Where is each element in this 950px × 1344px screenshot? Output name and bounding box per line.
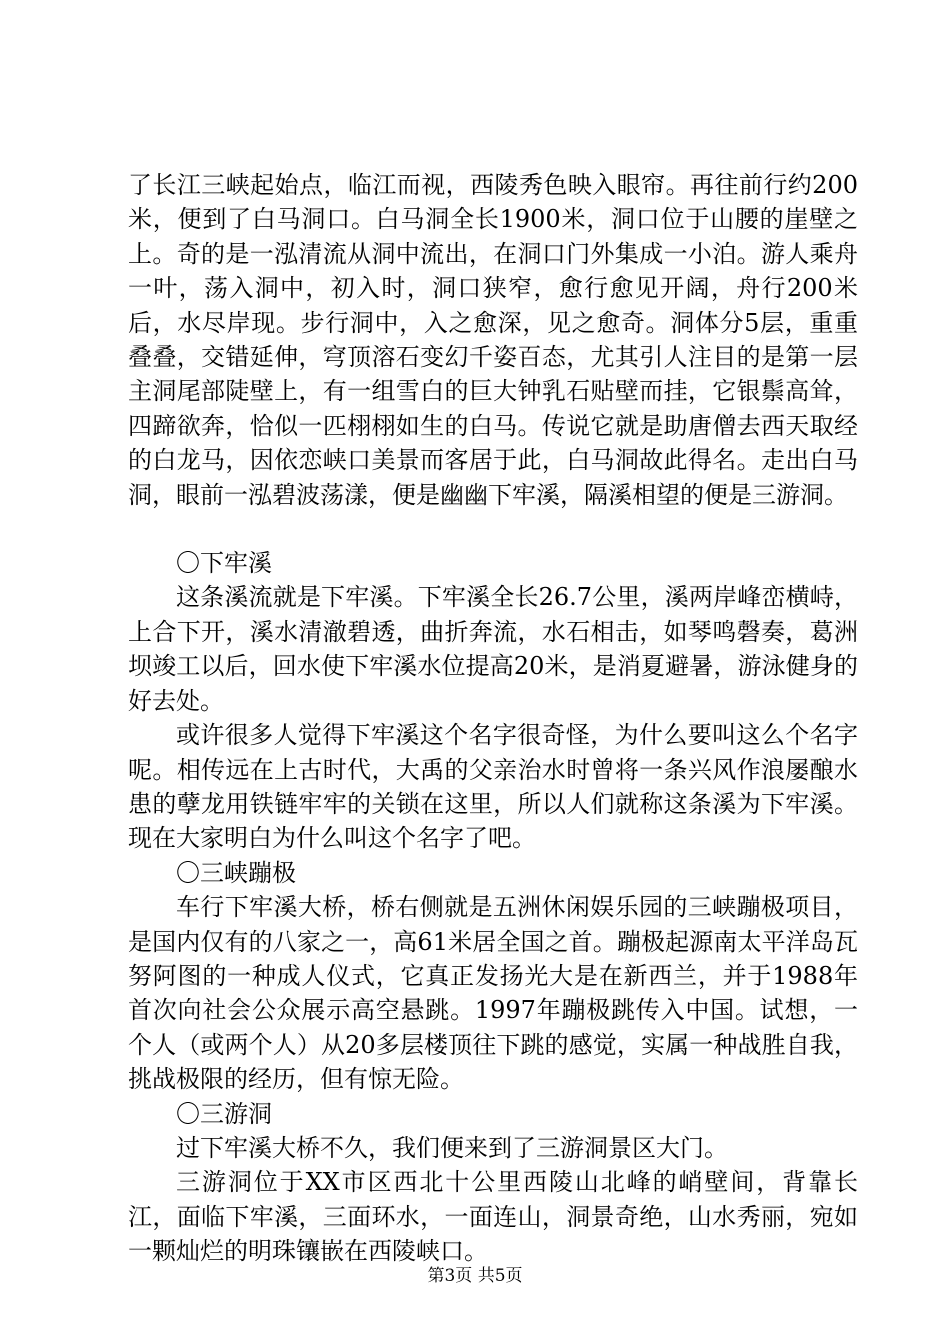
document-body <box>128 168 858 1269</box>
paragraph-xialaoxi-intro: 这条溪流就是下牢溪。下牢溪全长26.7公里，溪两岸峰峦横峙，上合下开，溪水清澈碧透，曲折奔流，水石相击，如琴鸣磬奏，葛洲坝竣工以后，回水使下牢溪水位提高20米，是消夏避暑，游泳健身的好去处。 <box>128 583 858 715</box>
paragraph-bungee: 车行下牢溪大桥，桥右侧就是五洲休闲娱乐园的三峡蹦极项目，是国内仅有的八家之一，高61米居全国之首。蹦极起源南太平洋岛瓦努阿图的一种成人仪式，它真正发扬光大是在新西兰，并于1988年首次向社会公众展示高空悬跳。1997年蹦极跳传入中国。试想，一个人（或两个人）从20多层楼顶往下跳的感觉，实属一种战胜自我，挑战极限的经历，但有惊无险。 <box>128 893 858 1094</box>
section-heading-bungee: 〇三峡蹦极 <box>176 858 296 887</box>
paragraph-baima-cave: 了长江三峡起始点，临江而视，西陵秀色映入眼帘。再往前行约200米，便到了白马洞口。白马洞全长1900米，洞口位于山腰的崖壁之上。奇的是一泓清流从洞中流出，在洞口门外集成一小泊。游人乘舟一叶，荡入洞中，初入时，洞口狭窄，愈行愈见开阔，舟行200米后，水尽岸现。步行洞中，入之愈深，见之愈奇。洞体分5层，重重叠叠，交错延伸，穹顶溶石变幻千姿百态，尤其引人注目的是第一层主洞尾部陡壁上，有一组雪白的巨大钟乳石贴壁而挂，它银鬃高耸，四蹄欲奔，恰似一匹栩栩如生的白马。传说它就是助唐僧去西天取经的白龙马，因依恋峡口美景而客居于此，白马洞故此得名。走出白马洞，眼前一泓碧波荡漾，便是幽幽下牢溪，隔溪相望的便是三游洞。 <box>128 171 858 509</box>
section-heading-sanyou-cave: 〇三游洞 <box>176 1099 272 1128</box>
paragraph-xialaoxi-name: 或许很多人觉得下牢溪这个名字很奇怪，为什么要叫这么个名字呢。相传远在上古时代，大禹的父亲治水时曾将一条兴风作浪屡酿水患的孽龙用铁链牢牢的关锁在这里，所以人们就称这条溪为下牢溪。现在大家明白为什么叫这个名字了吧。 <box>128 721 858 853</box>
paragraph-sanyou-arrival: 过下牢溪大桥不久，我们便来到了三游洞景区大门。 <box>176 1133 728 1162</box>
section-heading-xialaoxi: 〇下牢溪 <box>176 549 272 578</box>
paragraph-gap <box>128 512 858 546</box>
paragraph-sanyou-description: 三游洞位于XX市区西北十公里西陵山北峰的峭壁间，背靠长江，面临下牢溪，三面环水，一面连山，洞景奇绝，山水秀丽，宛如一颗灿烂的明珠镶嵌在西陵峡口。 <box>128 1168 858 1266</box>
page-number-footer: 第3页 共5页 <box>427 1266 523 1286</box>
